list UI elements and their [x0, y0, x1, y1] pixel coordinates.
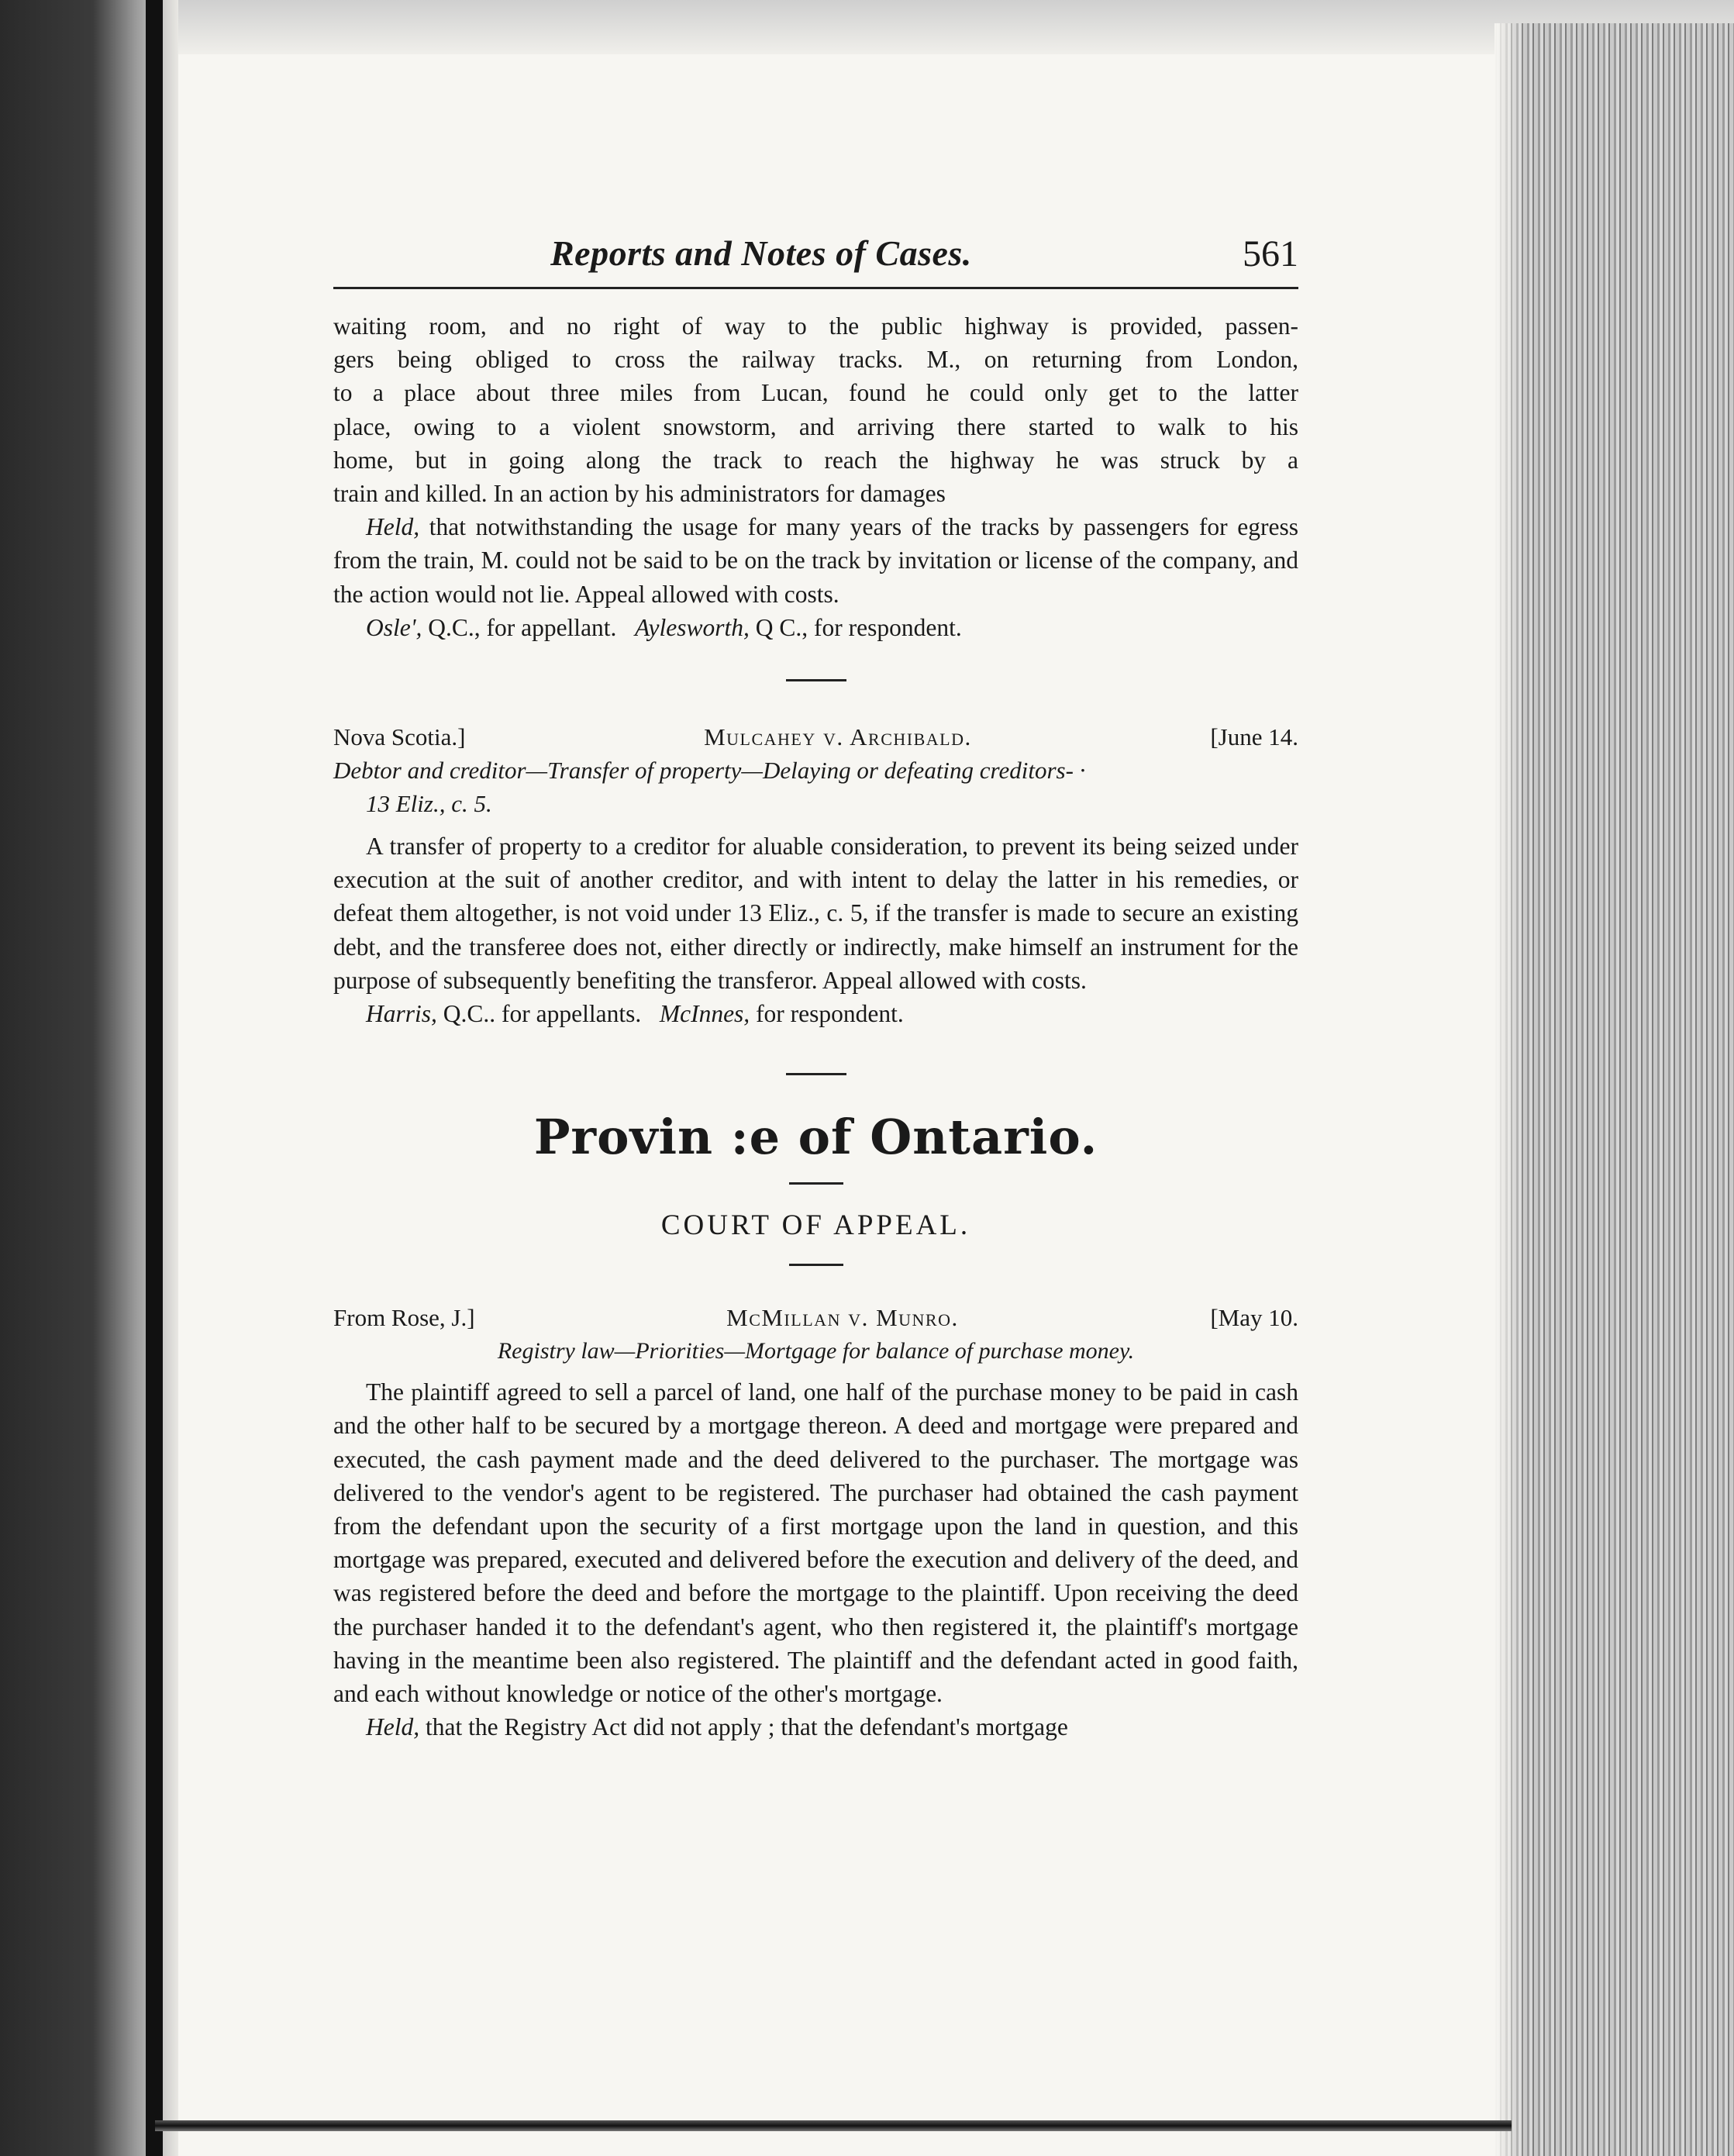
counsel-role: Q.C., for appellant. — [422, 613, 617, 641]
headnote-continuation: 13 Eliz., c. 5. — [366, 790, 492, 818]
case3 — [333, 1301, 1298, 1744]
case-date: [June 14. — [1210, 723, 1298, 751]
held-paragraph — [333, 1710, 1298, 1744]
case-header — [333, 1301, 1298, 1334]
held-text: that the Registry Act did not apply ; that the defendant's mortgage — [419, 1713, 1068, 1741]
page-number: 561 — [1243, 233, 1298, 274]
held-paragraph — [333, 510, 1298, 611]
running-title: Reports and Notes of Cases. — [550, 233, 972, 273]
province-heading: Provin :e of Ontario. — [533, 1109, 1098, 1166]
case-header — [333, 720, 1298, 754]
case-body: A transfer of property to a creditor for aluable consideration, to prevent its being seized under execution at the suit of another creditor, and with intent to delay the latter in his remedies, or defeat them altogether, is not void under 13 Eliz., c. 5, if the transfer is made to secure an existing debt, and the transferee does not, either directly or indirectly, make himself an instrument for the purpose of subsequently benefiting the transferor. Appeal allowed with costs. — [333, 833, 1298, 994]
body-line: place, owing to a violent snowstorm, and arriving there started to walk to his — [333, 412, 1298, 440]
body-line: home, but in going along the track to reach the highway he was struck by a — [333, 446, 1298, 474]
counsel-line — [333, 997, 1298, 1030]
scan-page-edges — [1494, 23, 1734, 2156]
case-court: From Rose, J.] — [333, 1304, 475, 1332]
page-content — [333, 233, 1298, 1744]
case1-continuation — [333, 309, 1298, 644]
body-line: train and killed. In an action by his administrators for damages — [333, 480, 946, 508]
counsel-role: for respondent. — [750, 1000, 904, 1028]
scan-spine-rule — [146, 0, 163, 2156]
running-head — [333, 233, 1298, 289]
headnote: Debtor and creditor—Transfer of property—Delaying or defeating creditors- · — [333, 757, 1086, 785]
counsel-role: Q.C.. for appellants. — [436, 1000, 642, 1028]
headnote: Registry law—Priorities—Mortgage for balance of purchase money. — [497, 1338, 1135, 1364]
counsel-line — [333, 611, 1298, 644]
case-name: Mulcahey v. Archibald. — [704, 723, 972, 751]
case-court: Nova Scotia.] — [333, 723, 466, 751]
case-date: [May 10. — [1210, 1304, 1298, 1332]
body-line: waiting room, and no right of way to the public highway is provided, passen- — [333, 312, 1298, 340]
counsel-role: Q C., for respondent. — [749, 613, 962, 641]
held-label: Held, — [366, 513, 420, 541]
body-line: to a place about three miles from Lucan, found he could only get to the latter — [333, 379, 1298, 407]
scan-top-shadow — [0, 0, 1734, 54]
held-label: Held, — [366, 1713, 420, 1741]
counsel-name: Osle', — [366, 613, 422, 641]
counsel-name: Harris, — [366, 1000, 437, 1028]
counsel-name: Aylesworth, — [635, 613, 750, 641]
counsel-name: McInnes, — [659, 1000, 750, 1028]
scan-bottom-rule — [155, 2120, 1512, 2131]
held-text: that notwithstanding the usage for many years of the tracks by passengers for egress from the train, M. could not be said to be on the track by invitation or license of the company, and the action would not lie. Appeal allowed with costs. — [333, 513, 1298, 608]
case-name: McMillan v. Munro. — [726, 1304, 959, 1332]
body-line: gers being obliged to cross the railway tracks. M., on returning from London, — [333, 346, 1298, 374]
court-heading: COURT OF APPEAL. — [660, 1209, 971, 1242]
case-body: The plaintiff agreed to sell a parcel of land, one half of the purchase money to be paid in cash and the other half to be secured by a mortgage thereon. A deed and mortgage were prepared and executed, the cash payment made and the deed delivered to the purchaser. The mortgage was delivered to the vendor's agent to be registered. The purchaser had obtained the cash payment from the defendant upon the security of a first mortgage upon the land in question, and this mortgage was prepared, executed and delivered before the execution and delivery of the deed, and was registered before the deed and before the mortgage to the plaintiff. Upon receiving the deed the purchaser handed it to the defendant's agent, who then registered it, the plaintiff's mortgage having in the meantime been also registered. The plaintiff and the defendant acted in good faith, and each without knowledge or notice of the other's mortgage. — [333, 1378, 1298, 1708]
case2 — [333, 720, 1298, 1030]
